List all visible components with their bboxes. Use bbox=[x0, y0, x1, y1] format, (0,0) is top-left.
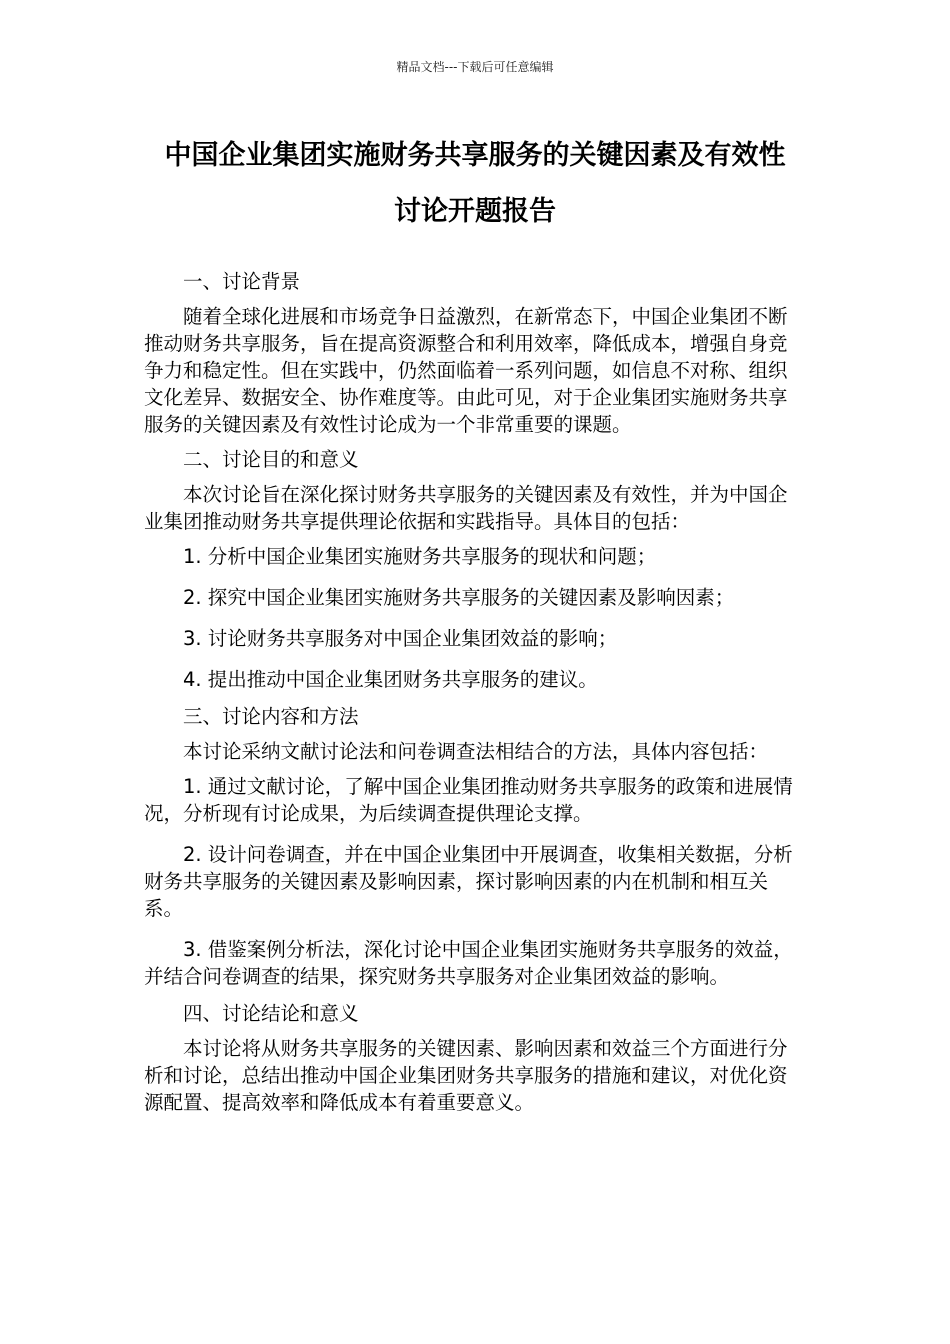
purpose-list-item: 2. 探究中国企业集团实施财务共享服务的关键因素及影响因素； bbox=[183, 586, 735, 609]
section-heading-methods: 三、讨论内容和方法 bbox=[183, 705, 359, 728]
document-body bbox=[144, 268, 804, 1124]
conclusion-paragraph: 本讨论将从财务共享服务的关键因素、影响因素和效益三个方面进行分析和讨论，总结出推动中国企业集团财务共享服务的措施和建议，对优化资源配置、提高效率和降低成本有着重要意义。 bbox=[144, 1037, 788, 1114]
section-heading-background: 一、讨论背景 bbox=[183, 270, 301, 293]
section-heading-conclusion: 四、讨论结论和意义 bbox=[183, 1002, 359, 1025]
purpose-list-item: 3. 讨论财务共享服务对中国企业集团效益的影响； bbox=[183, 627, 618, 650]
document-title-line2: 讨论开题报告 bbox=[394, 196, 556, 227]
methods-list-item: 1. 通过文献讨论，了解中国企业集团推动财务共享服务的政策和进展情况，分析现有讨论成果，为后续调查提供理论支撑。 bbox=[144, 775, 793, 825]
document-title-line1: 中国企业集团实施财务共享服务的关键因素及有效性 bbox=[164, 140, 786, 171]
methods-list-item: 2. 设计问卷调查，并在中国企业集团中开展调查，收集相关数据，分析财务共享服务的关键因素及影响因素，探讨影响因素的内在机制和相互关系。 bbox=[144, 843, 793, 920]
methods-list-item: 3. 借鉴案例分析法，深化讨论中国企业集团实施财务共享服务的效益，并结合问卷调查的结果，探究财务共享服务对企业集团效益的影响。 bbox=[144, 938, 793, 988]
section-heading-purpose: 二、讨论目的和意义 bbox=[183, 448, 359, 471]
purpose-list-item: 1. 分析中国企业集团实施财务共享服务的现状和问题； bbox=[183, 545, 657, 568]
purpose-list-item: 4. 提出推动中国企业集团财务共享服务的建议。 bbox=[183, 668, 598, 691]
page-header: 精品文档---下载后可任意编辑 bbox=[396, 60, 554, 74]
purpose-paragraph: 本次讨论旨在深化探讨财务共享服务的关键因素及有效性，并为中国企业集团推动财务共享提供理论依据和实践指导。具体目的包括： bbox=[144, 483, 788, 533]
methods-paragraph: 本讨论采纳文献讨论法和问卷调查法相结合的方法，具体内容包括： bbox=[183, 740, 769, 763]
background-paragraph: 随着全球化进展和市场竞争日益激烈，在新常态下，中国企业集团不断推动财务共享服务，旨在提高资源整合和利用效率，降低成本，增强自身竞争力和稳定性。但在实践中，仍然面临着一系列问题，如信息不对称、组织文化差异、数据安全、协作难度等。由此可见，对于企业集团实施财务共享服务的关键因素及有效性讨论成为一个非常重要的课题。 bbox=[144, 305, 788, 436]
